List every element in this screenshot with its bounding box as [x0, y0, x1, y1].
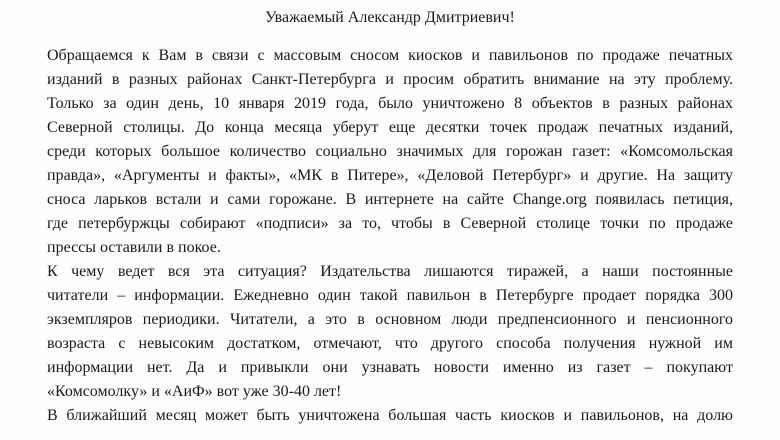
text-line: Северной столицы. До конца месяца уберут еще десятки точек продаж печатных изданий, [47, 119, 733, 136]
salutation: Уважаемый Александр Дмитриевич! [265, 9, 515, 26]
text-line: «Комсомолку» и «АиФ» вот уже 30-40 лет! [47, 383, 342, 400]
text-line: К чему ведет вся эта ситуация? Издательства лишаются тиражей, а наши постоянные [47, 263, 733, 280]
text-line: возраста с невысоким достатком, отмечают, что другого способа получения нужной им [47, 335, 733, 352]
paragraph-1 [47, 44, 733, 260]
text-line: читатели – информации. Ежедневно один такой павильон в Петербурге продает порядка 300 [47, 287, 733, 304]
paragraph-3 [47, 404, 733, 428]
text-line: среди которых большое количество социально значимых для горожан газет: «Комсомольская [47, 143, 733, 160]
text-line: В ближайший месяц может быть уничтожена большая часть киосков и павильонов, на долю [47, 407, 733, 424]
text-line: правда», «Аргументы и факты», «МК в Питере», «Деловой Петербург» и другие. На защиту [47, 167, 733, 184]
text-line: сноса ларьков встали и сами горожане. В интернете на сайте Change.org появилась петиция, [47, 191, 733, 208]
text-line: информации нет. Да и привыкли они узнавать новости именно из газет – покупают [47, 359, 733, 376]
text-line: Только за один день, 10 января 2019 года, было уничтожено 8 объектов в разных районах [47, 95, 733, 112]
text-line: где петербуржцы собирают «подписи» за то, чтобы в Северной столице точки по продаже [47, 215, 733, 232]
text-line: Обращаемся к Вам в связи с массовым сносом киосков и павильонов по продаже печатных [47, 47, 733, 64]
text-line: экземпляров периодики. Читатели, а это в основном люди предпенсионного и пенсионного [47, 311, 733, 328]
text-line: прессы оставили в покое. [47, 239, 221, 256]
text-line: изданий в разных районах Санкт-Петербурга и просим обратить внимание на эту проблему. [47, 71, 733, 88]
paragraph-2 [47, 260, 733, 404]
